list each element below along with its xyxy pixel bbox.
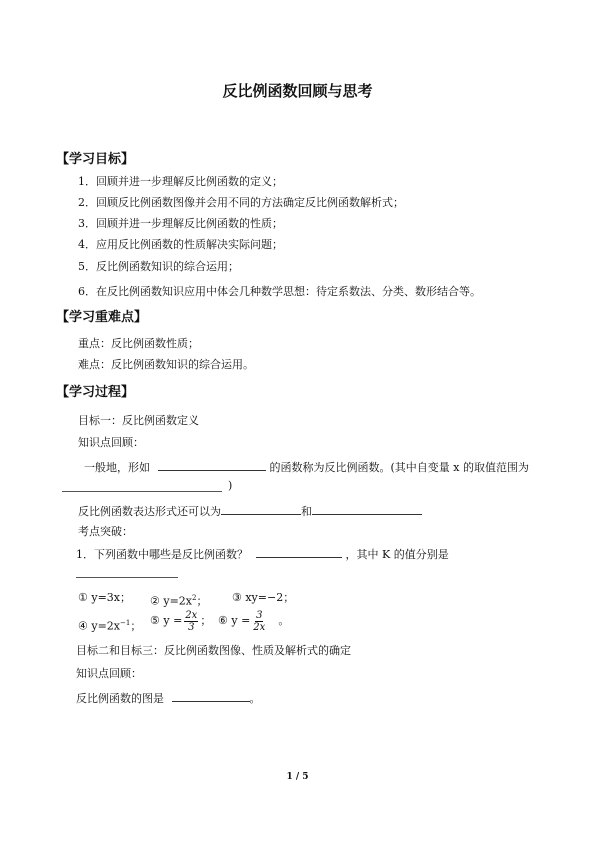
goal-item-1: 1．回顾并进一步理解反比例函数的定义；	[78, 175, 283, 188]
graph-line	[76, 690, 261, 706]
question-1-k-text: ，其中 K 的值分别是	[345, 548, 449, 561]
forms-line	[78, 503, 422, 519]
definition-prefix: 一般地，形如	[84, 461, 150, 474]
target-two-three: 目标二和目标三：反比例函数图像、性质及解析式的确定	[76, 644, 351, 657]
goal-item-5: 5．反比例函数知识的综合运用；	[78, 260, 239, 273]
option-6-text: ⑥ y =	[218, 614, 251, 627]
definition-blank[interactable]	[158, 459, 266, 471]
form-blank-2[interactable]	[312, 503, 422, 515]
option-5-fraction	[184, 610, 198, 633]
question-1-text: 1．下列函数中哪些是反比例函数？	[76, 548, 248, 561]
question-1-answer-blank[interactable]	[256, 546, 342, 558]
goal-item-6: 6．在反比例函数知识应用中体会几种数学思想：待定系数法、分类、数形结合等。	[78, 285, 481, 298]
option-6-end: 。	[278, 614, 290, 627]
option-6	[218, 606, 289, 636]
option-2-exponent: 2	[192, 594, 197, 602]
question-1	[76, 546, 449, 562]
option-6-fraction	[252, 610, 266, 633]
forms-and: 和	[301, 505, 312, 518]
option-4-exponent: −1	[120, 619, 131, 627]
option-2-text: ② y=2x	[150, 594, 192, 608]
option-4	[78, 616, 141, 634]
definition-line	[84, 459, 529, 475]
option-5-numerator: 2x	[185, 609, 198, 621]
knowledge-review-2: 知识点回顾：	[76, 667, 142, 680]
page-number: 1 / 5	[286, 772, 309, 782]
breakthrough-label: 考点突破：	[78, 525, 133, 538]
graph-end: 。	[249, 692, 261, 705]
option-6-numerator: 3	[256, 609, 263, 621]
definition-middle: 的函数称为反比例函数。(其中自变量 x 的取值范围为	[269, 461, 529, 474]
range-blank[interactable]	[62, 491, 222, 492]
graph-blank[interactable]	[172, 690, 250, 702]
option-6-denominator: 2x	[253, 621, 266, 633]
option-4-end: ；	[130, 619, 142, 633]
goal-item-3: 3．回顾并进一步理解反比例函数的性质；	[78, 217, 283, 230]
keypoints-heading: 【学习重难点】	[56, 310, 148, 325]
knowledge-review-1: 知识点回顾：	[78, 436, 144, 449]
form-blank-1[interactable]	[221, 503, 301, 515]
page-title: 反比例函数回顾与思考	[222, 82, 373, 100]
k-values-blank[interactable]	[76, 577, 178, 578]
option-5-end: ；	[200, 614, 212, 627]
option-2-end: ；	[196, 594, 208, 608]
option-5	[150, 606, 211, 636]
goal-item-2: 2．回顾反比例函数图像并会用不同的方法确定反比例函数解析式；	[78, 196, 404, 209]
goal-item-4: 4．应用反比例函数的性质解决实际问题；	[78, 238, 283, 251]
definition-close-paren: )	[228, 479, 233, 492]
forms-prefix: 反比例函数表达形式还可以为	[78, 505, 221, 518]
option-5-text: ⑤ y =	[150, 614, 183, 627]
option-5-denominator: 3	[188, 621, 195, 633]
process-heading: 【学习过程】	[56, 385, 135, 400]
graph-prefix: 反比例函数的图是	[76, 692, 164, 705]
difficult-point: 难点：反比例函数知识的综合运用。	[78, 358, 254, 371]
key-point: 重点：反比例函数性质；	[78, 337, 199, 350]
goals-heading: 【学习目标】	[56, 152, 135, 167]
target-one: 目标一：反比例函数定义	[78, 414, 199, 427]
option-1: ① y=3x；	[78, 591, 131, 604]
option-4-text: ④ y=2x	[78, 619, 120, 633]
option-3: ③ xy=−2；	[232, 591, 295, 604]
